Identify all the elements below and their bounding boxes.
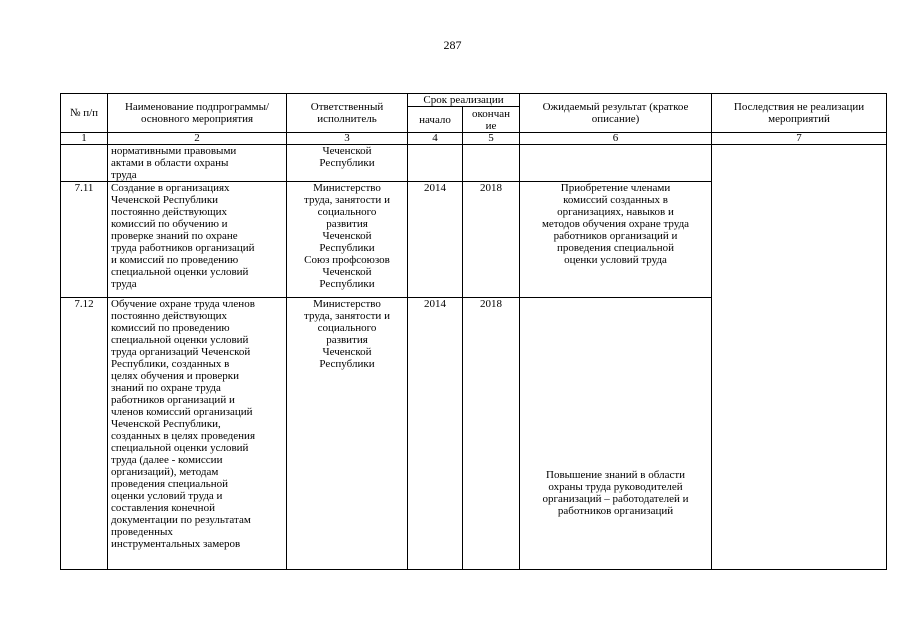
header-result: Ожидаемый результат (краткое описание) xyxy=(520,94,712,133)
column-number: 1 xyxy=(61,133,108,145)
consequences-cell xyxy=(712,145,887,570)
activities-table xyxy=(60,93,887,570)
column-number: 7 xyxy=(712,133,887,145)
column-number: 4 xyxy=(408,133,463,145)
header-period: Срок реализации xyxy=(408,94,520,107)
row-start: 2014 xyxy=(408,182,463,298)
result-7-12: Повышение знаний в области охраны труда руководителей организаций – работодателей и работников организаций xyxy=(520,298,712,570)
table-row xyxy=(61,145,887,182)
page-number: 287 xyxy=(443,38,462,52)
header-consequences: Последствия не реализации мероприятий xyxy=(712,94,887,133)
row-num xyxy=(61,145,108,182)
header-num: № п/п xyxy=(61,94,108,133)
row-end: 2018 xyxy=(463,298,520,570)
header-responsible: Ответственный исполнитель xyxy=(287,94,408,133)
column-number: 5 xyxy=(463,133,520,145)
header-name: Наименование подпрограммы/ основного мероприятия xyxy=(108,94,287,133)
row-responsible: Чеченской Республики xyxy=(287,145,408,182)
row-start: 2014 xyxy=(408,298,463,570)
row-name: Создание в организациях Чеченской Республики постоянно действующих комиссий по обучению и проверке знаний по охране труда работников организаций и комиссий по проведению специальной оценки условий труда xyxy=(108,182,287,298)
row-result-empty xyxy=(520,145,712,182)
row-num: 7.12 xyxy=(61,298,108,570)
row-responsible: Министерство труда, занятости и социального развития Чеченской Республики Союз профсоюзов Чеченской Республики xyxy=(287,182,408,298)
header-end: окончан ие xyxy=(463,107,520,133)
row-num: 7.11 xyxy=(61,182,108,298)
column-number: 2 xyxy=(108,133,287,145)
result-7-11: Приобретение членами комиссий созданных в организациях, навыков и методов обучения охране труда работников организаций и проведения специальной оценки условий труда xyxy=(520,182,712,298)
column-number: 3 xyxy=(287,133,408,145)
row-responsible: Министерство труда, занятости и социального развития Чеченской Республики xyxy=(287,298,408,570)
row-start xyxy=(408,145,463,182)
row-end: 2018 xyxy=(463,182,520,298)
row-name: Обучение охране труда членов постоянно действующих комиссий по проведению специальной оценки условий труда организаций Чеченской Республики, созданных в целях обучения и проверки знаний по охране труда работников организаций и членов комиссий организаций Чеченской Республики, созданных в целях проведения специальной оценки условий труда (далее - комиссии организаций), методам проведения специальной оценки условий труда и составления конечной документации по результатам проведенных инструментальных замеров xyxy=(108,298,287,570)
row-end xyxy=(463,145,520,182)
header-start: начало xyxy=(408,107,463,133)
row-name: нормативными правовыми актами в области охраны труда xyxy=(108,145,287,182)
column-number: 6 xyxy=(520,133,712,145)
